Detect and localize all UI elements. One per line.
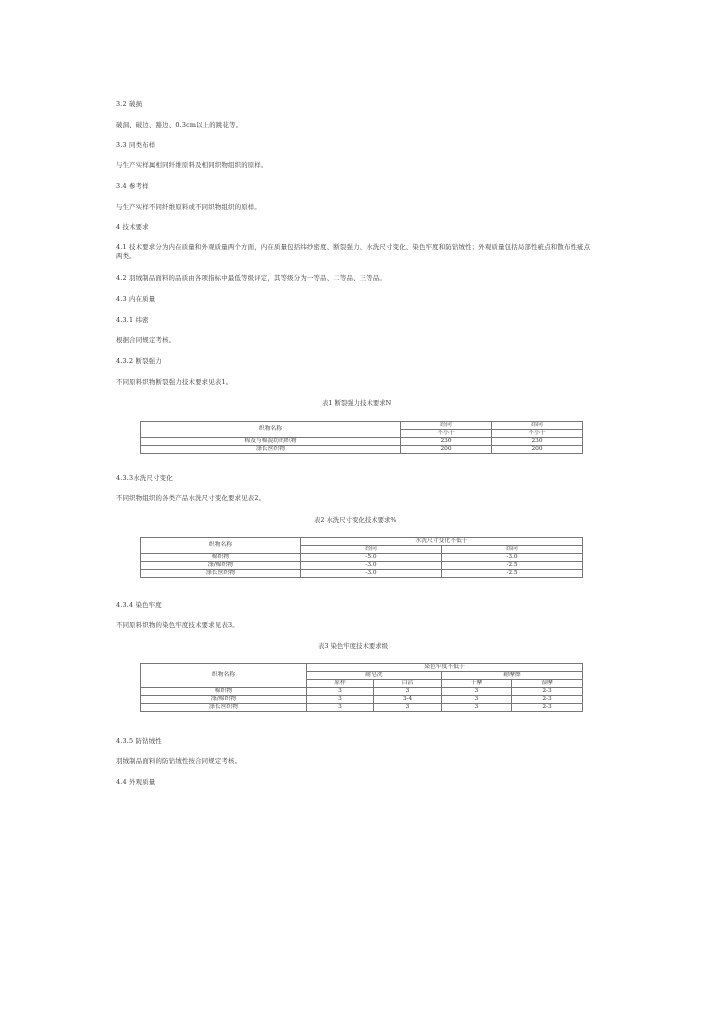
table-header-cell: 经向 [401,422,492,430]
table-cell: -3.0 [442,554,583,562]
table-1-caption: 表1 断裂强力技术要求N [322,399,392,407]
table-cell: 3 [307,696,374,704]
section-4-3-2-heading: 4.3.2 断裂强力 [116,357,162,365]
table-3-caption: 表3 染色牢度技术要求级 [318,642,389,650]
table-row [141,688,583,696]
table-cell: 涤长丝织物 [141,570,301,578]
table-cell: 230 [492,438,583,446]
table-row [141,446,583,454]
table-cell: -3.0 [301,570,442,578]
section-4-3-heading: 4.3 内在质量 [116,295,156,303]
table-cell: 3 [307,688,374,696]
table-header-cell: 经向 [301,546,442,554]
section-4-3-1-heading: 4.3.1 纬密 [116,316,149,324]
table-cell: 棉及与棉混纺的织物 [141,438,401,446]
table-header-cell: 织物名称 [141,422,401,438]
section-3-4-heading: 3.4 参考样 [116,182,149,190]
section-4-4-heading: 4.4 外观质量 [116,778,156,786]
table-row [141,570,583,578]
section-4-3-3-heading: 4.3.3水洗尺寸变化 [116,474,173,482]
table-cell: -2.5 [442,570,583,578]
table-cell: 2-3 [512,688,583,696]
section-4-3-4-heading: 4.3.4 染色牢度 [116,601,162,609]
table-row [141,704,583,712]
table-cell: 2-3 [512,704,583,712]
table-header-cell: 干摩 [442,680,512,688]
table-cell: 涤长丝织物 [141,446,401,454]
section-3-4-text: 与生产实样不同纤维原料或不同织物组织的原样。 [116,203,261,211]
table-header-cell: 白沾 [374,680,442,688]
table-row [141,554,583,562]
table-cell: -5.0 [301,554,442,562]
table-cell: 棉织物 [141,688,307,696]
section-3-2-heading: 3.2 破损 [116,100,143,108]
table-cell: 3 [374,704,442,712]
table-cell: 3 [442,704,512,712]
table-cell: 3 [442,688,512,696]
section-4-3-4-text: 不同原料织物的染色牢度技术要求见表3。 [116,621,239,629]
table-row [141,538,583,546]
table-cell: 3 [307,704,374,712]
table-header-cell: 纬向 [492,422,583,430]
section-4-3-3-text: 不同织物组织的各类产品水洗尺寸变化要求见表2。 [116,494,266,502]
table-header-cell: 织物名称 [141,664,307,688]
table-row [141,664,583,672]
table-cell: 涤/棉织物 [141,696,307,704]
section-4-3-1-text: 根据合同规定考核。 [116,336,176,344]
table-cell: 2-3 [512,696,583,704]
section-4-3-2-text: 不同原料织物断裂强力技术要求见表1。 [116,378,233,386]
table-header-cell: 纬向 [442,546,583,554]
table-row [141,696,583,704]
table-header-cell: 织物名称 [141,538,301,554]
section-4-1-text: 4.1 技术要求分为内在质量和外观质量两个方面，内在质量包括纬纱密度、断裂强力、水洗尺寸变化、染色牢度和防钻绒性；外观质量包括局部性疵点和散布性疵点两类。 [116,243,591,260]
table-header-cell: 水洗尺寸变化不低于 [301,538,583,546]
table-row [141,562,583,570]
table-header-cell: 耐摩擦 [442,672,583,680]
section-4-3-5-text: 羽绒制品面料的防钻绒性按合同规定考核。 [116,757,242,765]
table-cell: -2.5 [442,562,583,570]
section-3-2-text: 破洞、破边、豁边、0.3cm以上的跳花等。 [116,121,243,129]
table-cell: 棉织物 [141,554,301,562]
table-header-cell: 不小于 [401,430,492,438]
table-2-caption: 表2 水洗尺寸变化技术要求% [314,516,397,524]
table-header-cell: 湿摩 [512,680,583,688]
table-cell: 230 [401,438,492,446]
table-2 [140,537,583,578]
table-cell: 3 [374,688,442,696]
table-header-cell: 染色牢度不低于 [307,664,583,672]
table-1 [140,421,583,454]
table-cell: 3 [442,696,512,704]
section-3-3-text: 与生产实样属相同纤维原料及相同织物组织的原样。 [116,161,268,169]
table-cell: 涤长丝织物 [141,704,307,712]
table-cell: 200 [492,446,583,454]
section-4-2-text: 4.2 羽绒制品面料的品质由各项指标中最低等级评定，其等级分为一等品、二等品、三等品。 [116,274,387,282]
section-4-heading: 4 技术要求 [116,223,149,231]
table-cell: 涤/棉织物 [141,562,301,570]
section-4-3-5-heading: 4.3.5 防钻绒性 [116,737,162,745]
table-row [141,438,583,446]
table-cell: 3-4 [374,696,442,704]
table-header-cell: 耐皂洗 [307,672,442,680]
table-header-cell: 不小于 [492,430,583,438]
table-row [141,422,583,430]
table-3 [140,663,583,712]
table-cell: -3.0 [301,562,442,570]
table-header-cell: 原样 [307,680,374,688]
section-3-3-heading: 3.3 同类布样 [116,141,156,149]
table-cell: 200 [401,446,492,454]
